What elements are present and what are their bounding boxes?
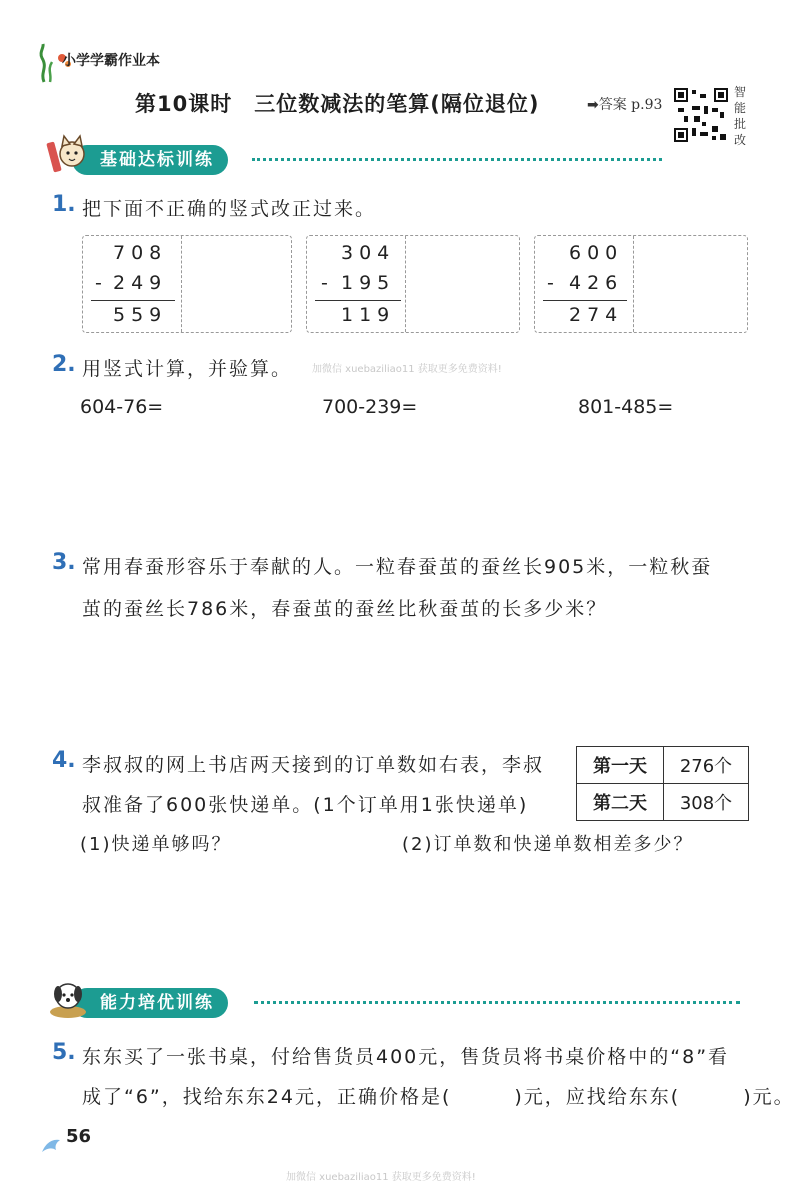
answer-reference — [587, 94, 662, 114]
smart-grading-char: 改 — [733, 133, 746, 147]
question-text: 常用春蚕形容乐于奉献的人。一粒春蚕茧的蚕丝长905米，一粒秋蚕 — [82, 556, 713, 578]
question-text: 李叔叔的网上书店两天接到的订单数如右表，李叔 — [82, 754, 545, 776]
expression: 700-239= — [322, 396, 418, 418]
wave-icon — [40, 1134, 66, 1156]
calc-subtrahend: 195 — [341, 272, 396, 294]
question-number: 4. — [52, 748, 76, 773]
question-text: 东东买了一张书桌，付给售货员400元，售货员将书桌价格中的“8”看 — [82, 1046, 730, 1068]
question-text: 成了“6”，找给东东24元，正确价格是( )元，应找给东东( )元。 — [82, 1086, 795, 1108]
calc-subtrahend: 249 — [113, 272, 168, 294]
arrow-right-icon: ➡ — [587, 97, 599, 113]
question-text: 叔准备了600张快递单。(1个订单用1张快递单) — [82, 794, 529, 816]
qr-code-icon[interactable] — [674, 88, 728, 142]
question-number: 3. — [52, 550, 76, 575]
calc-box-divider — [633, 236, 634, 332]
table-cell-day: 第一天 — [577, 747, 664, 784]
smart-grading-char: 能 — [733, 101, 746, 115]
calc-result: 274 — [569, 304, 624, 326]
section-header-advanced: 能力培优训练 — [72, 988, 228, 1018]
question-number: 1. — [52, 192, 76, 217]
smart-grading-char: 智 — [733, 85, 746, 99]
page-number: 56 — [66, 1126, 92, 1147]
expression: 801-485= — [578, 396, 674, 418]
vertical-calc-box[interactable] — [306, 235, 520, 333]
sub-question: (2)订单数和快递单数相差多少？ — [402, 834, 694, 855]
mascot-cat-icon — [46, 134, 90, 178]
sub-question: (1)快递单够吗？ — [80, 834, 232, 855]
calc-rule — [315, 300, 401, 301]
calc-box-divider — [181, 236, 182, 332]
vertical-calc-box[interactable] — [534, 235, 748, 333]
question-number: 2. — [52, 352, 76, 377]
calc-operator: - — [321, 272, 334, 294]
expression: 604-76= — [80, 396, 164, 418]
calc-minuend: 708 — [113, 242, 168, 264]
orders-table — [576, 746, 749, 821]
watermark: 加微信 xuebaziliao11 获取更多免费资料! — [312, 364, 502, 375]
table-row — [577, 747, 749, 784]
calc-minuend: 304 — [341, 242, 396, 264]
calc-box-divider — [405, 236, 406, 332]
table-cell-count: 276个 — [664, 747, 749, 784]
smart-grading-char: 批 — [733, 117, 746, 131]
lesson-title: 第10课时 三位数减法的笔算(隔位退位) — [135, 92, 540, 116]
calc-result: 119 — [341, 304, 396, 326]
question-text: 用竖式计算，并验算。 — [82, 358, 293, 380]
section-divider — [252, 158, 662, 161]
table-row — [577, 784, 749, 821]
calc-result: 559 — [113, 304, 168, 326]
calc-rule — [543, 300, 627, 301]
calc-rule — [91, 300, 175, 301]
question-text: 把下面不正确的竖式改正过来。 — [82, 198, 377, 220]
table-cell-day: 第二天 — [577, 784, 664, 821]
section-header-basic: 基础达标训练 — [72, 145, 228, 175]
calc-operator: - — [95, 272, 108, 294]
calc-operator: - — [547, 272, 560, 294]
vertical-calc-box[interactable] — [82, 235, 292, 333]
mascot-dog-icon — [46, 976, 90, 1020]
calc-subtrahend: 426 — [569, 272, 624, 294]
smart-grading-label — [732, 84, 748, 148]
watermark: 加微信 xuebaziliao11 获取更多免费资料! — [286, 1172, 476, 1183]
table-cell-count: 308个 — [664, 784, 749, 821]
section-divider — [254, 1001, 740, 1004]
calc-minuend: 600 — [569, 242, 624, 264]
question-text: 茧的蚕丝长786米，春蚕茧的蚕丝比秋蚕茧的长多少米？ — [82, 598, 608, 620]
book-title: 小学学霸作业本 — [62, 53, 160, 69]
answer-ref-text: 答案 p.93 — [598, 97, 663, 113]
question-number: 5. — [52, 1040, 76, 1065]
